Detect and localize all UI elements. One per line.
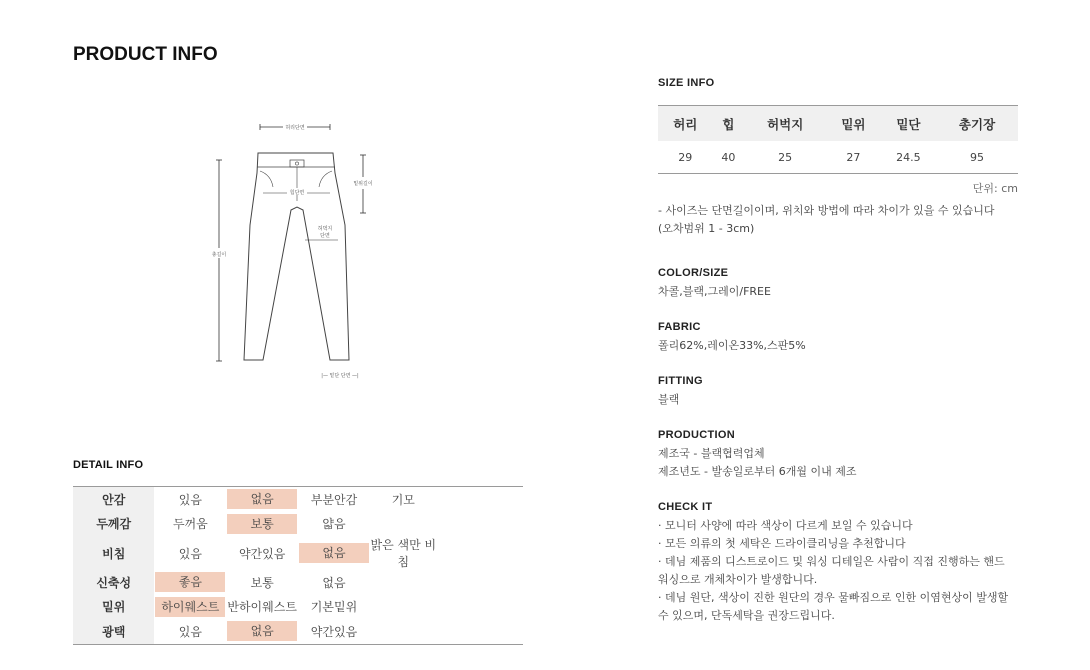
size-header: 총기장 xyxy=(936,106,1018,142)
size-note: - 사이즈는 단면길이이며, 위치와 방법에 따라 차이가 있을 수 있습니다 xyxy=(658,204,995,217)
thigh-label: 허벅지 xyxy=(317,226,333,232)
detail-cell-text: 기모 xyxy=(391,492,415,507)
detail-row xyxy=(73,512,523,537)
detail-cell-selected: 없음 xyxy=(227,489,297,509)
pants-outline xyxy=(244,153,349,360)
production-country: 제조국 - 블랙협력업체 xyxy=(658,447,765,460)
detail-cell xyxy=(298,487,370,512)
fitting-heading: FITTING xyxy=(658,375,703,387)
detail-row xyxy=(73,487,523,512)
size-header: 허벅지 xyxy=(744,106,826,142)
detail-cell-selected: 좋음 xyxy=(155,572,225,592)
size-info-heading: SIZE INFO xyxy=(658,77,715,89)
detail-table xyxy=(73,486,523,645)
size-header: 허리 xyxy=(658,106,713,142)
detail-row-label: 비침 xyxy=(73,536,154,570)
detail-cell xyxy=(154,595,226,620)
check-item-3: · 데님 제품의 디스트로이드 및 워싱 디테일은 사람이 직접 진행하는 핸드 xyxy=(658,555,1005,568)
detail-cell xyxy=(437,570,523,595)
size-header: 밑위 xyxy=(826,106,881,142)
detail-cell-selected: 보통 xyxy=(227,514,297,534)
fabric-value: 폴리62%,레이온33%,스판5% xyxy=(658,339,806,352)
size-value: 27 xyxy=(846,150,861,164)
detail-cell xyxy=(154,512,226,537)
detail-cell xyxy=(226,595,298,620)
size-table xyxy=(658,105,1018,174)
detail-cell xyxy=(437,512,523,537)
waist-measure xyxy=(260,124,330,131)
detail-cell xyxy=(370,570,437,595)
detail-row xyxy=(73,570,523,595)
detail-row-label: 두께감 xyxy=(73,512,154,537)
detail-cell xyxy=(226,536,298,570)
fitting-value: 블랙 xyxy=(658,393,680,406)
detail-cell xyxy=(298,536,370,570)
detail-cell xyxy=(226,619,298,644)
size-value: 95 xyxy=(970,150,985,164)
detail-cell-text: 두꺼움 xyxy=(172,517,208,532)
detail-cell xyxy=(370,487,437,512)
color-size-value: 차콜,블랙,그레이/FREE xyxy=(658,285,771,298)
pants-diagram xyxy=(205,115,375,390)
detail-cell xyxy=(154,487,226,512)
detail-cell xyxy=(370,536,437,570)
length-label: 총길이 xyxy=(211,252,227,258)
detail-cell xyxy=(226,487,298,512)
detail-cell xyxy=(298,512,370,537)
detail-cell-text: 약간있음 xyxy=(310,624,358,639)
detail-cell xyxy=(437,487,523,512)
detail-info-heading: DETAIL INFO xyxy=(73,459,144,471)
detail-cell xyxy=(437,536,523,570)
detail-cell-text: 있음 xyxy=(178,624,202,639)
check-item-1: · 모니터 사양에 따라 색상이 다르게 보일 수 있습니다 xyxy=(658,519,913,532)
detail-cell xyxy=(437,619,523,644)
size-value: 24.5 xyxy=(896,150,921,164)
hem-label: |— 밑단 단면 —| xyxy=(321,373,359,379)
detail-cell-selected: 하이웨스트 xyxy=(155,597,225,617)
detail-cell xyxy=(226,512,298,537)
detail-cell-text: 기본밑위 xyxy=(310,600,358,615)
size-value: 25 xyxy=(778,150,793,164)
detail-row-label: 신축성 xyxy=(73,570,154,595)
rise-label: 밑위길이 xyxy=(353,181,373,187)
detail-cell-text: 보통 xyxy=(250,575,274,590)
production-date: 제조년도 - 발송일로부터 6개월 이내 제조 xyxy=(658,465,857,478)
detail-cell xyxy=(226,570,298,595)
size-unit: 단위: cm xyxy=(972,182,1018,195)
detail-cell xyxy=(298,570,370,595)
detail-row-label: 밑위 xyxy=(73,595,154,620)
page-title: PRODUCT INFO xyxy=(73,44,218,65)
detail-row-label: 광택 xyxy=(73,619,154,644)
detail-cell xyxy=(370,512,437,537)
production-heading: PRODUCTION xyxy=(658,429,735,441)
thigh-sub-label: 단면 xyxy=(320,233,330,239)
fabric-heading: FABRIC xyxy=(658,321,701,333)
size-note-range: (오차범위 1 - 3cm) xyxy=(658,222,755,235)
size-value: 40 xyxy=(721,150,736,164)
detail-row xyxy=(73,619,523,644)
check-item-4: · 데님 원단, 색상이 진한 원단의 경우 물빠짐으로 인한 이염현상이 발생할 xyxy=(658,591,1009,604)
detail-cell xyxy=(370,619,437,644)
detail-row-label: 안감 xyxy=(73,487,154,512)
check-item-4-cont: 수 있으며, 단독세탁을 권장드립니다. xyxy=(658,609,835,622)
detail-cell-text: 얇음 xyxy=(322,517,346,532)
detail-cell-selected: 없음 xyxy=(299,543,369,563)
color-size-heading: COLOR/SIZE xyxy=(658,267,729,279)
detail-cell-text: 밝은 색만 비침 xyxy=(370,538,437,569)
detail-cell xyxy=(154,536,226,570)
detail-row xyxy=(73,536,523,570)
detail-cell-text: 있음 xyxy=(178,546,202,561)
check-item-3-cont: 워싱으로 개체차이가 발생합니다. xyxy=(658,573,818,586)
detail-cell-selected: 없음 xyxy=(227,621,297,641)
size-header: 힙 xyxy=(713,106,745,142)
detail-cell xyxy=(154,570,226,595)
waist-label: 허리단면 xyxy=(285,125,305,131)
detail-cell-text: 반하이웨스트 xyxy=(227,600,297,615)
size-value: 29 xyxy=(678,150,693,164)
size-header: 밑단 xyxy=(881,106,936,142)
detail-cell xyxy=(298,619,370,644)
detail-cell-text: 있음 xyxy=(178,492,202,507)
detail-row xyxy=(73,595,523,620)
detail-cell xyxy=(370,595,437,620)
detail-cell xyxy=(437,595,523,620)
detail-cell xyxy=(154,619,226,644)
detail-cell-text: 부분안감 xyxy=(310,492,358,507)
check-it-heading: CHECK IT xyxy=(658,501,713,513)
detail-cell xyxy=(298,595,370,620)
hip-label: 힙단면 xyxy=(289,190,305,196)
check-item-2: · 모든 의류의 첫 세탁은 드라이클리닝을 추천합니다 xyxy=(658,537,906,550)
detail-cell-text: 약간있음 xyxy=(238,546,286,561)
detail-cell-text: 없음 xyxy=(322,575,346,590)
